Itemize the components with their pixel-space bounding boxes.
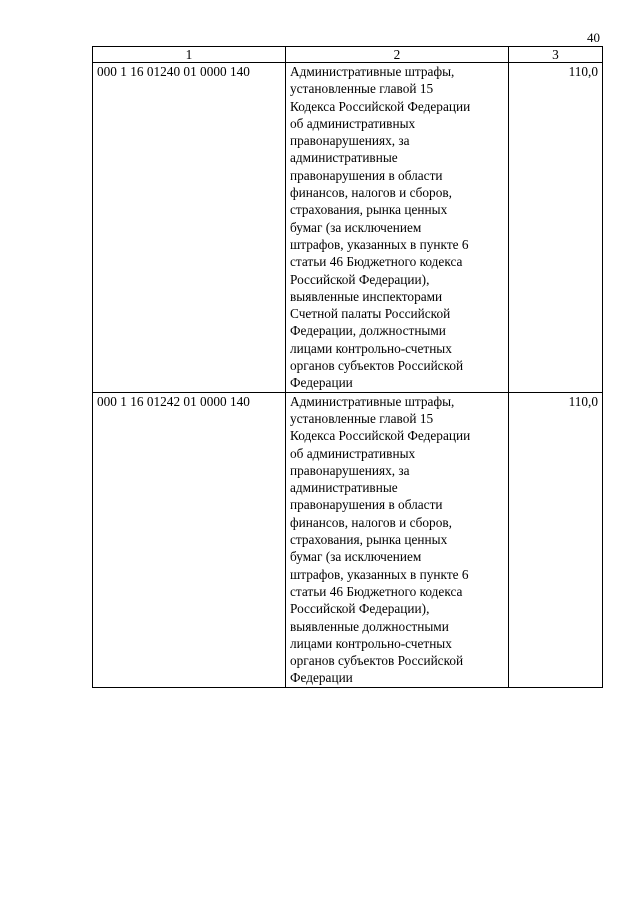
- name-line: штрафов, указанных в пункте 6: [290, 566, 469, 582]
- name-line: установленные главой 15: [290, 410, 434, 426]
- name-line: лицами контрольно-счетных: [290, 340, 452, 356]
- page-number: 40: [587, 30, 600, 45]
- revenue-name-cell: [286, 392, 509, 687]
- budget-table: [92, 46, 603, 688]
- name-line: лицами контрольно-счетных: [290, 635, 452, 651]
- budget-code-cell: 000 1 16 01240 01 0000 140: [93, 63, 286, 393]
- name-line: правонарушения в области: [290, 167, 443, 183]
- name-line: органов субъектов Российской: [290, 358, 464, 374]
- budget-code-cell: 000 1 16 01242 01 0000 140: [93, 392, 286, 687]
- revenue-name-cell: [286, 63, 509, 393]
- name-line: административные: [290, 150, 398, 166]
- column-header-3: 3: [509, 47, 603, 63]
- name-line: об административных: [290, 115, 416, 131]
- name-line: штрафов, указанных в пункте 6: [290, 236, 469, 252]
- name-line: правонарушениях, за: [290, 133, 410, 149]
- name-line: Кодекса Российской Федерации: [290, 98, 471, 114]
- name-line: статьи 46 Бюджетного кодекса: [290, 254, 463, 270]
- table-row: [93, 392, 603, 687]
- table-header-row: [93, 47, 603, 63]
- name-line: Российской Федерации),: [290, 601, 430, 617]
- name-line: Федерации: [290, 375, 353, 391]
- name-line: Кодекса Российской Федерации: [290, 428, 471, 444]
- name-line: Административные штрафы,: [290, 393, 455, 409]
- amount-cell: 110,0: [509, 63, 603, 393]
- name-line: Федерации, должностными: [290, 323, 446, 339]
- name-line: об административных: [290, 445, 416, 461]
- name-line: административные: [290, 480, 398, 496]
- column-header-1: 1: [93, 47, 286, 63]
- name-line: Административные штрафы,: [290, 64, 455, 79]
- name-line: установленные главой 15: [290, 81, 434, 97]
- name-line: выявленные инспекторами: [290, 288, 443, 304]
- name-line: Счетной палаты Российской: [290, 306, 451, 322]
- name-line: Федерации: [290, 670, 353, 686]
- name-line: выявленные должностными: [290, 618, 449, 634]
- name-line: органов субъектов Российской: [290, 653, 464, 669]
- name-line: Российской Федерации),: [290, 271, 430, 287]
- name-line: бумаг (за исключением: [290, 549, 422, 565]
- column-header-2: 2: [286, 47, 509, 63]
- name-line: бумаг (за исключением: [290, 219, 422, 235]
- name-line: финансов, налогов и сборов,: [290, 185, 452, 201]
- name-line: страхования, рынка ценных: [290, 532, 448, 548]
- name-line: правонарушения в области: [290, 497, 443, 513]
- amount-cell: 110,0: [509, 392, 603, 687]
- table-row: [93, 63, 603, 393]
- name-line: статьи 46 Бюджетного кодекса: [290, 583, 463, 599]
- name-line: финансов, налогов и сборов,: [290, 514, 452, 530]
- name-line: страхования, рынка ценных: [290, 202, 448, 218]
- name-line: правонарушениях, за: [290, 462, 410, 478]
